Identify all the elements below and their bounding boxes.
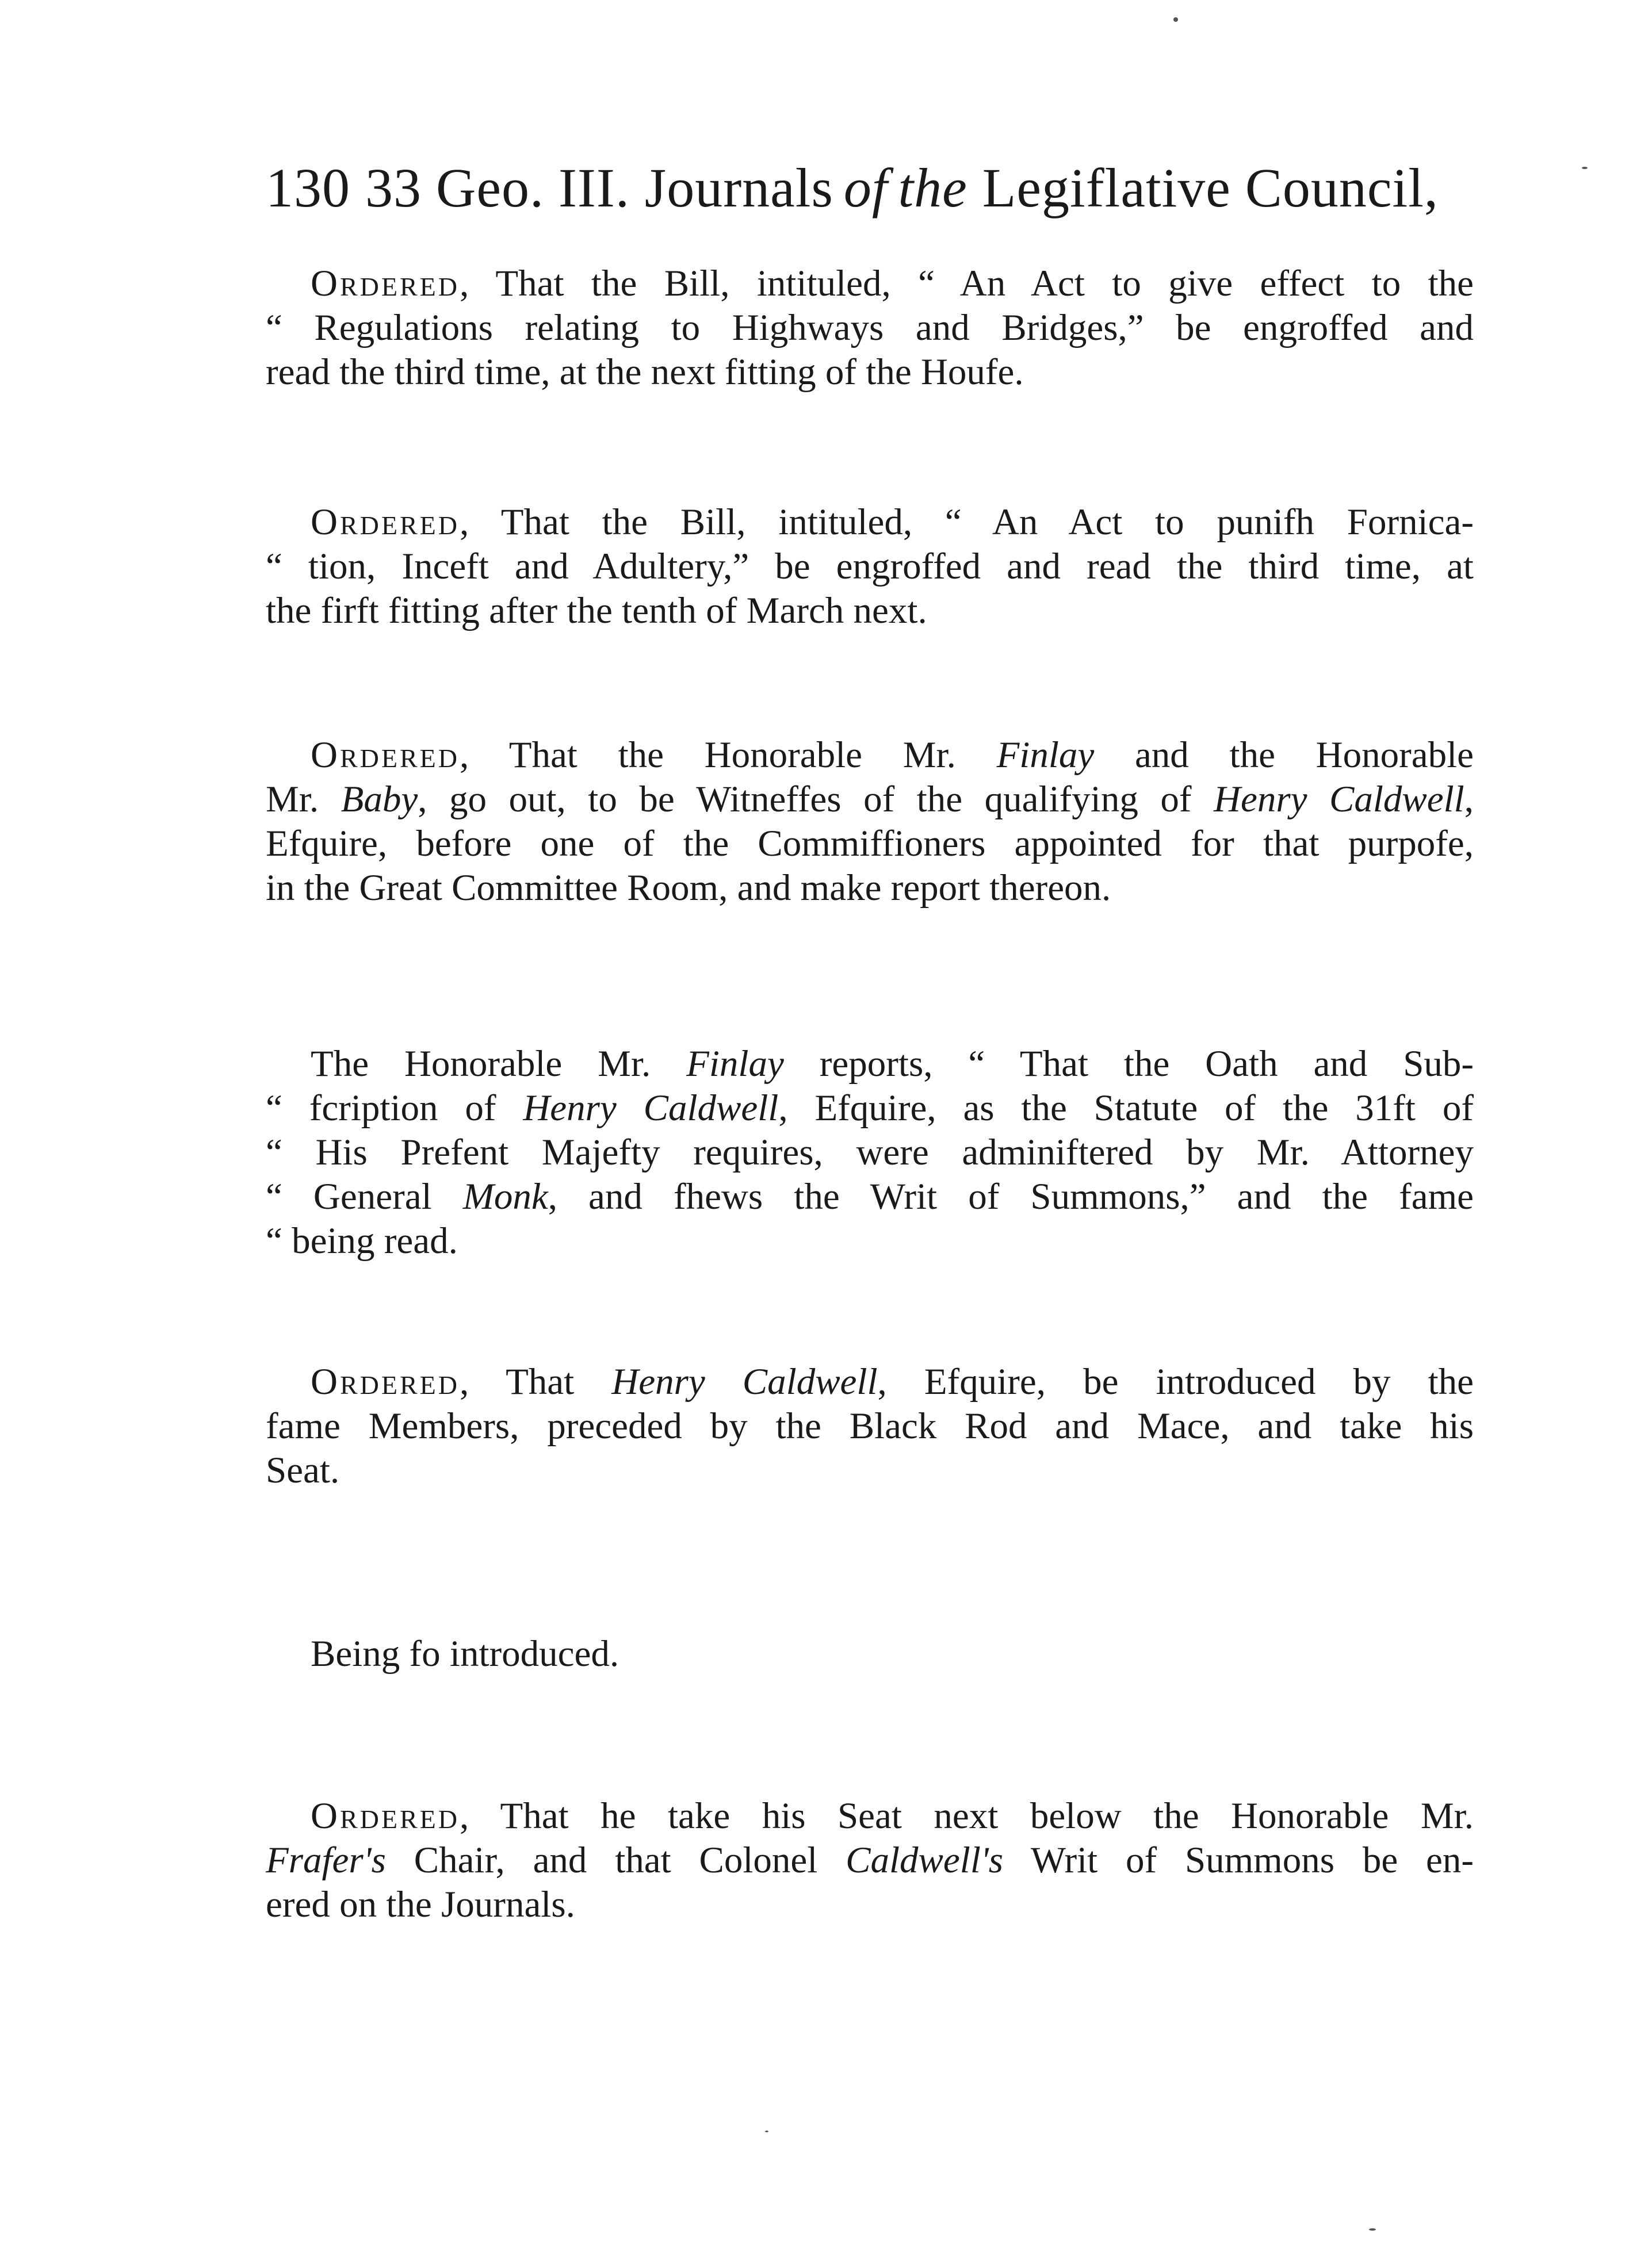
italic-name: Caldwell's	[846, 1840, 1004, 1881]
print-speck	[765, 2131, 768, 2132]
header-title-journals: Journals	[644, 157, 833, 219]
text-run: ered on the Journals.	[266, 1884, 575, 1925]
italic-name: Henry Caldwell	[611, 1361, 878, 1403]
text-line	[266, 1131, 1474, 1175]
entry-finlay-report	[266, 1042, 1474, 1263]
print-speck	[1173, 17, 1178, 22]
text-line	[266, 545, 1474, 589]
header-title-council: Legiflative Council,	[982, 157, 1439, 219]
entry-witnesses-qualifying	[266, 733, 1474, 910]
text-run: “ General	[266, 1176, 463, 1217]
italic-name: Monk	[462, 1176, 548, 1217]
text-line	[266, 350, 1474, 394]
text-run: ,	[1464, 779, 1474, 820]
text-run: the firft fitting after the tenth of March next.	[266, 590, 927, 631]
text-run: , That the Bill, intituled, “ An Act to punifh Fornica-	[459, 501, 1474, 543]
ordered-label: Ordered	[311, 263, 460, 304]
text-run: Being fo introduced.	[311, 1633, 619, 1675]
entry-fornication-bill	[266, 500, 1474, 633]
ordered-label: Ordered	[311, 734, 460, 776]
text-line	[266, 822, 1474, 866]
ordered-label: Ordered	[311, 1795, 460, 1837]
entry-highways-bill	[266, 262, 1474, 394]
text-run: Mr.	[266, 779, 341, 820]
italic-name: Baby	[341, 779, 418, 820]
text-line	[266, 777, 1474, 822]
text-line	[266, 262, 1474, 306]
italic-name: Finlay	[686, 1043, 784, 1085]
text-run: read the third time, at the next fitting of the Houfe.	[266, 351, 1024, 393]
text-run: “ tion, Inceft and Adultery,” be engroffed and read the third time, at	[266, 546, 1474, 587]
text-line	[266, 1883, 1474, 1927]
text-run: fame Members, preceded by the Black Rod and Mace, and take his	[266, 1405, 1474, 1447]
italic-name: Henry Caldwell	[1214, 779, 1464, 820]
header-title-the: the	[898, 157, 967, 219]
ordered-label: Ordered	[311, 1361, 460, 1403]
print-speck	[1582, 167, 1588, 169]
text-run: , Efquire, be introduced by the	[877, 1361, 1474, 1403]
text-line	[266, 1219, 1474, 1263]
page-header	[266, 151, 1502, 225]
text-run: , That	[459, 1361, 612, 1403]
text-line	[266, 733, 1474, 777]
text-run: reports, “ That the Oath and Sub-	[783, 1043, 1474, 1085]
entry-being-introduced	[266, 1632, 1474, 1676]
text-line	[266, 1086, 1474, 1131]
page-number: 130	[266, 157, 350, 219]
text-line	[266, 1632, 1474, 1676]
text-run: and the Honorable	[1094, 734, 1474, 776]
text-line	[266, 1042, 1474, 1086]
header-title-of: of	[843, 157, 888, 219]
italic-name: Frafer's	[266, 1840, 386, 1881]
ordered-label: Ordered	[311, 501, 460, 543]
text-run: Seat.	[266, 1450, 340, 1491]
text-run: Writ of Summons be en-	[1003, 1840, 1474, 1881]
text-line	[266, 500, 1474, 545]
text-line	[266, 1449, 1474, 1493]
text-run: , go out, to be Witneffes of the qualifying of	[418, 779, 1214, 820]
entry-take-seat	[266, 1794, 1474, 1927]
regnal-year: 33 Geo. III.	[365, 157, 630, 219]
text-run: in the Great Committee Room, and make report thereon.	[266, 867, 1111, 909]
text-line	[266, 866, 1474, 910]
text-line	[266, 1175, 1474, 1219]
text-run: , That the Honorable Mr.	[459, 734, 997, 776]
text-run: , That he take his Seat next below the Honorable Mr.	[459, 1795, 1474, 1837]
text-run: , Efquire, as the Statute of the 31ft of	[778, 1087, 1474, 1129]
text-line	[266, 589, 1474, 633]
text-line	[266, 1838, 1474, 1883]
text-run: , That the Bill, intituled, “ An Act to give effect to the	[459, 263, 1474, 304]
text-line	[266, 306, 1474, 350]
text-run: “ Regulations relating to Highways and Bridges,” be engroffed and	[266, 307, 1474, 348]
entry-caldwell-introduced	[266, 1360, 1474, 1493]
text-run: “ being read.	[266, 1220, 458, 1262]
text-run: “ fcription of	[266, 1087, 523, 1129]
text-run: Chair, and that Colonel	[385, 1840, 846, 1881]
text-line	[266, 1794, 1474, 1838]
text-line	[266, 1404, 1474, 1449]
text-run: Efquire, before one of the Commiffioners appointed for that purpofe,	[266, 823, 1474, 864]
text-run: The Honorable Mr.	[311, 1043, 687, 1085]
print-speck	[1369, 2228, 1376, 2231]
italic-name: Finlay	[996, 734, 1095, 776]
text-run: , and fhews the Writ of Summons,” and the fame	[548, 1176, 1474, 1217]
text-line	[266, 1360, 1474, 1404]
italic-name: Henry Caldwell	[523, 1087, 779, 1129]
text-run: “ His Prefent Majefty requires, were adminiftered by Mr. Attorney	[266, 1132, 1474, 1173]
